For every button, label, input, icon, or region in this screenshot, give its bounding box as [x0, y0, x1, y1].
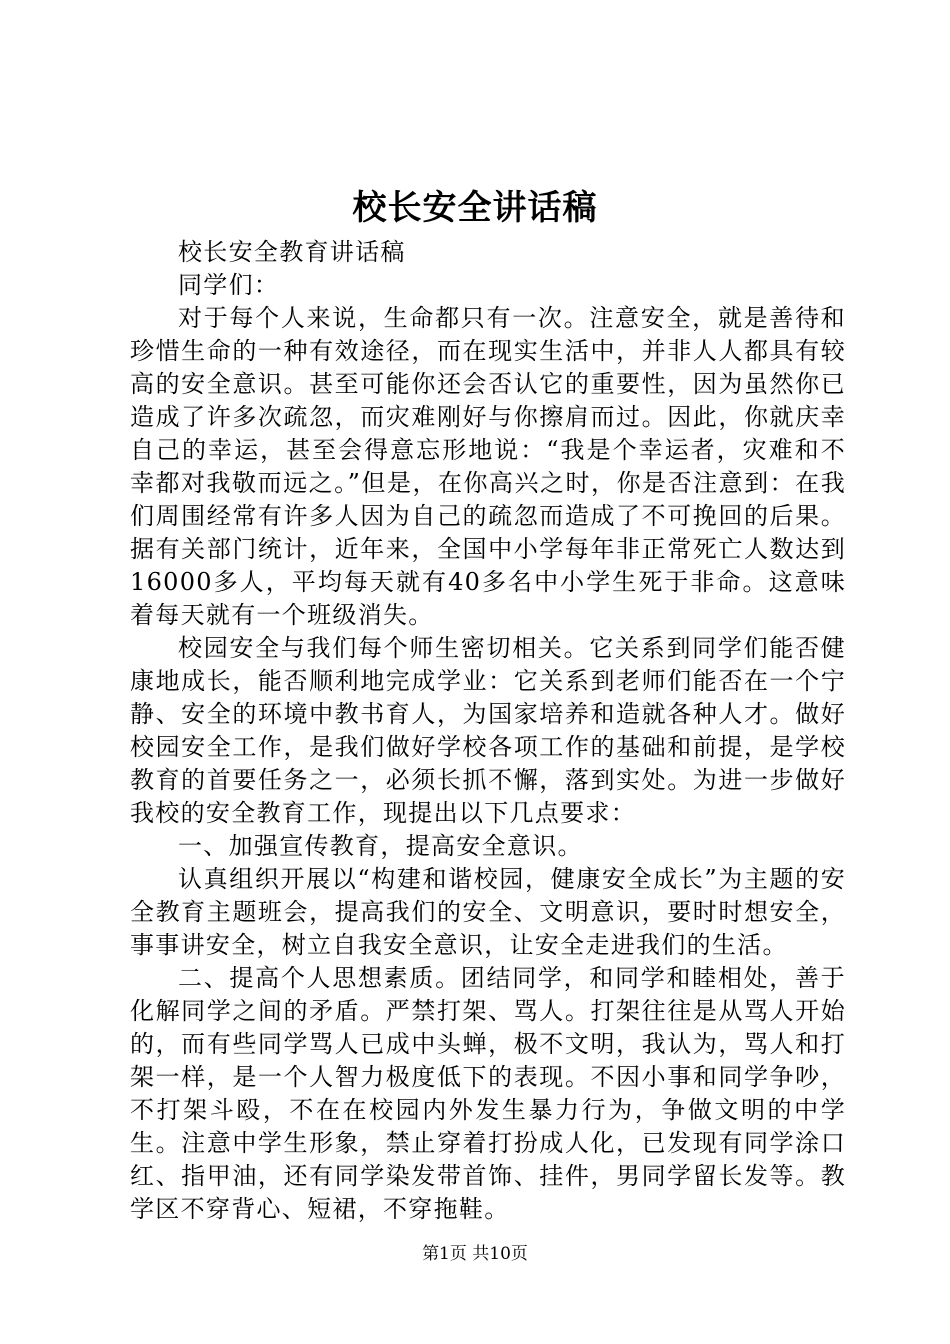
paragraph-salutation: 同学们： [178, 271, 280, 299]
paragraph-subtitle: 校长安全教育讲话稿 [178, 238, 406, 266]
paragraph-intro: 对于每个人来说，生命都只有一次。注意安全，就是善待和珍惜生命的一种有效途径，而在现实生活中，并非人人都具有较高的安全意识。甚至可能你还会否认它的重要性，因为虽然你已造成了许多次疏忽，而灾难刚好与你擦肩而过。因此，你就庆幸自己的幸运，甚至会得意忘形地说：“我是个幸运者，灾难和不幸都对我敬而远之。”但是，在你高兴之时，你是否注意到：在我们周围经常有许多人因为自己的疏忽而造成了不可挽回的后果。据有关部门统计，近年来，全国中小学每年非正常死亡人数达到16000多人，平均每天就有40多名中小学生死于非命。这意味着每天就有一个班级消失。 [130, 304, 846, 629]
document-body [130, 236, 846, 1226]
paragraph-point-one-heading: 一、加强宣传教育，提高安全意识。 [178, 832, 583, 860]
document-title: 校长安全讲话稿 [352, 188, 598, 228]
page-number-footer: 第1页 共10页 [422, 1244, 528, 1264]
paragraph-point-one-body: 认真组织开展以“构建和谐校园，健康安全成长”为主题的安全教育主题班会，提高我们的安全、文明意识，要时时想安全，事事讲安全，树立自我安全意识，让安全走进我们的生活。 [130, 865, 846, 959]
paragraph-campus-safety: 校园安全与我们每个师生密切相关。它关系到同学们能否健康地成长，能否顺利地完成学业：它关系到老师们能否在一个宁静、安全的环境中教书育人，为国家培养和造就各种人才。做好校园安全工作，是我们做好学校各项工作的基础和前提，是学校教育的首要任务之一，必须长抓不懈，落到实处。为进一步做好我校的安全教育工作，现提出以下几点要求： [130, 634, 846, 827]
paragraph-point-two: 二、提高个人思想素质。团结同学，和同学和睦相处，善于化解同学之间的矛盾。严禁打架、骂人。打架往往是从骂人开始的，而有些同学骂人已成中头蝉，极不文明，我认为，骂人和打架一样，是一个人智力极度低下的表现。不因小事和同学争吵，不打架斗殴，不在在校园内外发生暴力行为，争做文明的中学生。注意中学生形象，禁止穿着打扮成人化，已发现有同学涂口红、指甲油，还有同学染发带首饰、挂件，男同学留长发等。教学区不穿背心、短裙，不穿拖鞋。 [130, 964, 846, 1223]
